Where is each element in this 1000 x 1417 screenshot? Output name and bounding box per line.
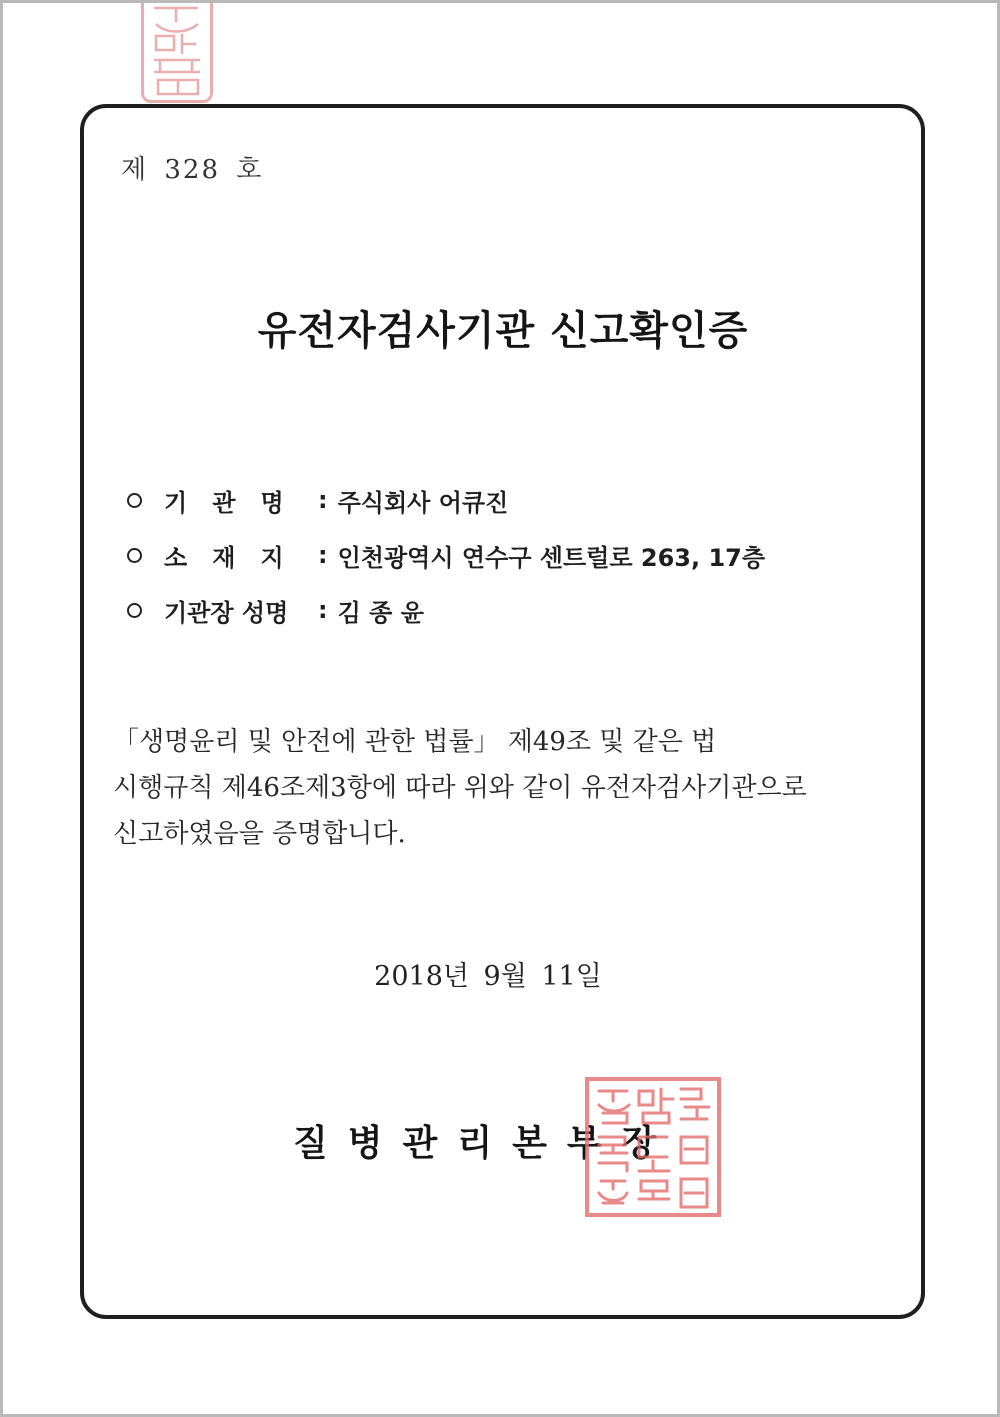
field-colon: : [318,541,328,569]
statement-line: 신고하였음을 증명합니다. [113,819,406,849]
certificate-title: 유전자검사기관 신고확인증 [257,308,749,354]
field-label: 기 관 명 [164,488,284,517]
issuer-title: 질병관리본부장 [293,1123,677,1164]
statement-line: 시행규칙 제46조제3항에 따라 위와 같이 유전자검사기관으로 [113,773,807,803]
field-head-name [127,591,765,629]
official-seal-top-partial [141,0,213,103]
field-label: 소 재 지 [164,543,284,572]
certification-statement [113,719,903,857]
field-location [127,536,765,574]
field-colon: : [318,596,328,624]
field-colon: : [318,486,328,514]
field-value: 김 종 윤 [337,598,424,627]
official-seal-stamp [585,1077,721,1217]
field-label: 기관장 성명 [164,598,289,627]
institution-info [127,481,765,646]
circle-bullet-icon [127,493,142,508]
issue-date: 2018년 9월 11일 [374,961,602,992]
circle-bullet-icon [127,548,142,563]
certificate-number: 제 328 호 [121,155,264,185]
circle-bullet-icon [127,603,142,618]
statement-line: 「생명윤리 및 안전에 관한 법률」 제49조 및 같은 법 [113,727,717,757]
field-institution-name [127,481,765,519]
field-value: 인천광역시 연수구 센트럴로 263, 17층 [337,543,766,572]
field-value: 주식회사 어큐진 [337,488,509,517]
